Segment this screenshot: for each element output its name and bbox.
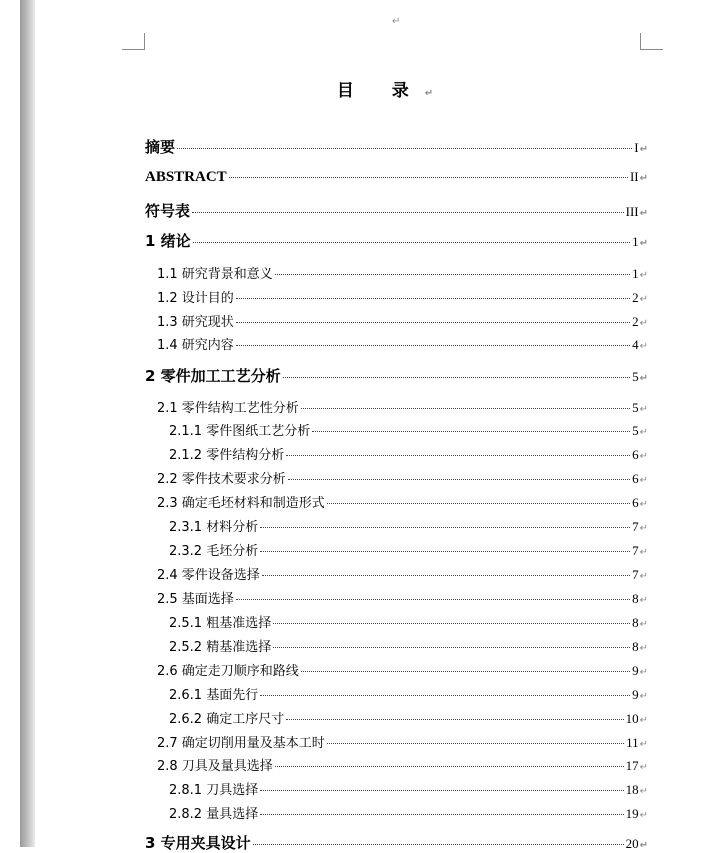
toc-entry-page: 6 (632, 471, 639, 486)
toc-entry-label: 2.8.2 量具选择 (169, 807, 259, 822)
toc-entry-label: ABSTRACT (145, 169, 227, 185)
toc-entry-page: 10 (625, 711, 639, 726)
toc-entry-page: 8 (632, 591, 639, 606)
paragraph-mark: ↵ (639, 341, 648, 352)
toc-entry[interactable] (145, 365, 648, 386)
toc-dot-leader (327, 503, 630, 504)
toc-dot-leader (229, 177, 628, 178)
paragraph-mark: ↵ (639, 427, 648, 438)
paragraph-mark: ↵ (639, 404, 648, 415)
toc-entry-label: 2.3 确定毛坯材料和制造形式 (157, 496, 325, 511)
toc-entry-page: 1 (632, 266, 639, 281)
toc-entry-page: III (625, 204, 639, 219)
toc-dot-leader (288, 479, 630, 480)
toc-entry[interactable] (157, 588, 648, 607)
toc-entry[interactable] (157, 660, 648, 679)
toc-entry-label: 2.6.1 基面先行 (169, 688, 259, 703)
toc-entry-label: 2.3.2 毛坯分析 (169, 544, 259, 559)
toc-dot-leader (236, 322, 630, 323)
toc-entry-label: 摘要 (145, 138, 176, 156)
toc-entry-label: 2.5.1 粗基准选择 (169, 616, 272, 631)
paragraph-mark: ↵ (639, 786, 648, 797)
toc-entry[interactable] (157, 397, 648, 416)
toc-entry-page: 1 (632, 234, 639, 249)
toc-entry[interactable] (169, 540, 648, 559)
toc-entry-label: 2.5.2 精基准选择 (169, 640, 272, 655)
paragraph-mark: ↵ (639, 571, 648, 582)
toc-entry-page: 19 (625, 806, 639, 821)
toc-entry[interactable] (169, 636, 648, 655)
toc-entry-label: 2.1.1 零件图纸工艺分析 (169, 424, 311, 439)
crop-mark-top-right (640, 33, 663, 50)
toc-entry[interactable] (157, 492, 648, 511)
toc-entry[interactable] (169, 444, 648, 463)
toc-entry[interactable] (157, 468, 648, 487)
toc-entry-label: 2.3.1 材料分析 (169, 520, 259, 535)
toc-dot-leader (283, 377, 630, 378)
toc-entry[interactable] (157, 287, 648, 306)
toc-entry-label: 2 零件加工工艺分析 (145, 367, 281, 385)
toc-entry-label: 符号表 (145, 202, 191, 220)
window-left-gutter (0, 0, 20, 847)
toc-dot-leader (301, 408, 630, 409)
paragraph-mark: ↵ (639, 762, 648, 773)
toc-entry-page: 7 (632, 543, 639, 558)
paragraph-mark: ↵ (639, 643, 648, 654)
toc-entry-page: 6 (632, 495, 639, 510)
toc-entry-label: 2.7 确定切削用量及基本工时 (157, 736, 325, 751)
toc-entry-page: 18 (625, 782, 639, 797)
toc-entry[interactable] (169, 708, 648, 727)
page-shadow-edge (20, 0, 35, 847)
paragraph-mark: ↵ (639, 475, 648, 486)
paragraph-mark: ↵ (639, 373, 648, 384)
paragraph-mark: ↵ (639, 595, 648, 606)
toc-entry-page: II (629, 169, 639, 184)
paragraph-mark: ↵ (639, 840, 648, 851)
toc-dot-leader (253, 844, 624, 845)
paragraph-mark: ↵ (639, 294, 648, 305)
toc-dot-leader (260, 814, 623, 815)
toc-dot-leader (286, 719, 623, 720)
toc-dot-leader (177, 148, 632, 149)
toc-title[interactable] (0, 76, 710, 101)
toc-entry-label: 1.3 研究现状 (157, 315, 234, 330)
toc-entry-label: 2.5 基面选择 (157, 592, 234, 607)
toc-entry[interactable] (157, 564, 648, 583)
toc-entry[interactable] (157, 755, 648, 774)
toc-entry-page: 7 (632, 519, 639, 534)
toc-dot-leader (193, 242, 630, 243)
toc-entry-label: 2.6 确定走刀顺序和路线 (157, 664, 299, 679)
toc-entry[interactable] (157, 263, 648, 282)
toc-entry-page: 5 (632, 400, 639, 415)
toc-dot-leader (260, 551, 630, 552)
toc-dot-leader (260, 527, 630, 528)
paragraph-mark: ↵ (639, 318, 648, 329)
toc-dot-leader (327, 743, 624, 744)
toc-entry[interactable] (145, 230, 648, 251)
paragraph-mark: ↵ (639, 739, 648, 750)
paragraph-mark: ↵ (639, 523, 648, 534)
toc-dot-leader (273, 647, 630, 648)
toc-entry-label: 2.1.2 零件结构分析 (169, 448, 285, 463)
toc-entry[interactable] (145, 832, 648, 853)
paragraph-mark: ↵ (639, 208, 648, 219)
toc-entry[interactable] (169, 684, 648, 703)
toc-entry-label: 2.2 零件技术要求分析 (157, 472, 286, 487)
toc-entry-label: 1.4 研究内容 (157, 338, 234, 353)
toc-entry-page: 9 (632, 687, 639, 702)
toc-entry-page: 5 (632, 369, 639, 384)
toc-dot-leader (301, 671, 630, 672)
toc-entry-page: 2 (632, 290, 639, 305)
toc-entry-page: 7 (632, 567, 639, 582)
toc-dot-leader (273, 623, 630, 624)
paragraph-mark: ↵ (639, 451, 648, 462)
toc-entry-label: 3 专用夹具设计 (145, 834, 251, 852)
toc-dot-leader (286, 455, 630, 456)
toc-entry-label: 1.1 研究背景和意义 (157, 267, 273, 282)
toc-entry[interactable] (145, 200, 648, 221)
paragraph-mark: ↵ (639, 547, 648, 558)
paragraph-mark: ↵ (639, 270, 648, 281)
paragraph-mark: ↵ (639, 619, 648, 630)
toc-entry-label: 2.6.2 确定工序尺寸 (169, 712, 285, 727)
toc-entry-page: 9 (632, 663, 639, 678)
paragraph-mark: ↵ (639, 499, 648, 510)
toc-title-text: 目 录 (336, 81, 425, 101)
toc-entry-label: 2.1 零件结构工艺性分析 (157, 401, 299, 416)
toc-entry-page: 5 (632, 423, 639, 438)
toc-entry[interactable] (169, 420, 648, 439)
toc-dot-leader (192, 212, 624, 213)
toc-entry-label: 1.2 设计目的 (157, 291, 234, 306)
paragraph-mark: ↵ (639, 238, 648, 249)
toc-dot-leader (236, 345, 630, 346)
paragraph-mark: ↵ (639, 173, 648, 184)
toc-dot-leader (260, 790, 623, 791)
toc-entry[interactable] (169, 779, 648, 798)
toc-entry-page: 2 (632, 314, 639, 329)
toc-entry-label: 2.8 刀具及量具选择 (157, 759, 273, 774)
toc-dot-leader (236, 599, 630, 600)
toc-entry-page: 8 (632, 639, 639, 654)
toc-entry[interactable] (169, 612, 648, 631)
toc-entry-page: 11 (626, 735, 639, 750)
toc-entry-label: 2.8.1 刀具选择 (169, 783, 259, 798)
toc-entry[interactable] (157, 334, 648, 353)
toc-dot-leader (275, 274, 630, 275)
toc-dot-leader (236, 298, 630, 299)
paragraph-mark: ↵ (639, 667, 648, 678)
toc-entry-page: 4 (632, 337, 639, 352)
toc-entry-page: 17 (625, 758, 639, 773)
paragraph-mark: ↵ (639, 715, 648, 726)
toc-entry-page: I (634, 140, 639, 155)
toc-entry[interactable] (145, 136, 648, 157)
toc-dot-leader (260, 695, 630, 696)
paragraph-mark: ↵ (639, 810, 648, 821)
toc-entry[interactable] (157, 311, 648, 330)
toc-entry-page: 6 (632, 447, 639, 462)
toc-entry-label: 2.4 零件设备选择 (157, 568, 260, 583)
crop-mark-top-left (122, 33, 145, 50)
toc-dot-leader (262, 575, 630, 576)
paragraph-mark: ↵ (639, 691, 648, 702)
toc-entry-page: 20 (625, 836, 639, 851)
toc-entry-label: 1 绪论 (145, 232, 191, 250)
toc-entry-page: 8 (632, 615, 639, 630)
toc-entry[interactable] (157, 732, 648, 751)
paragraph-mark: ↵ (424, 88, 434, 99)
toc-entry[interactable] (145, 169, 648, 186)
toc-entry[interactable] (169, 516, 648, 535)
toc-dot-leader (275, 766, 624, 767)
toc-entry[interactable] (169, 803, 648, 822)
paragraph-mark: ↵ (639, 144, 648, 155)
toc-dot-leader (312, 431, 630, 432)
paragraph-mark: ↵ (392, 16, 401, 27)
